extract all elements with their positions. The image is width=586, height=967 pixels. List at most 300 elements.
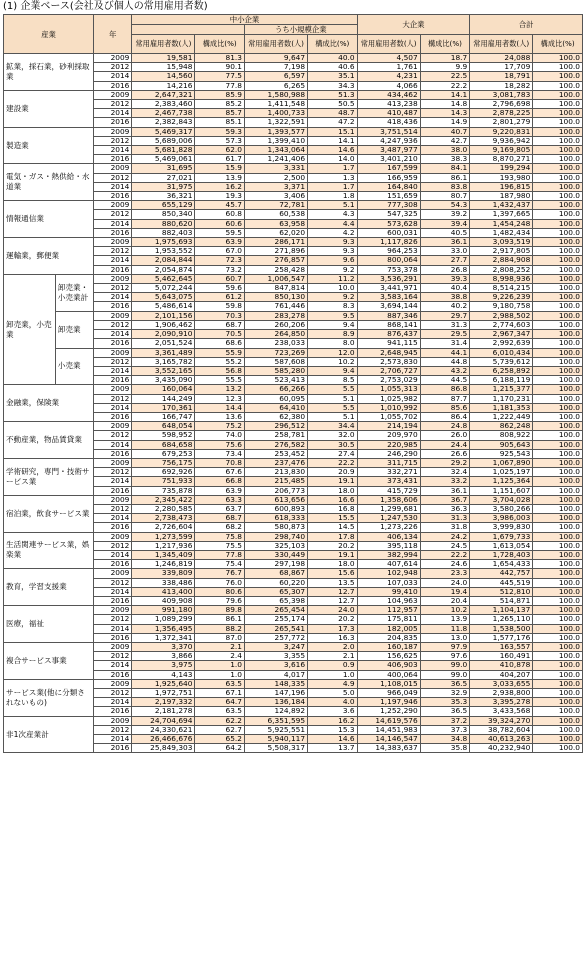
cell-year: 2009 <box>94 495 132 504</box>
cell-value: 14.6 <box>308 735 358 744</box>
cell-value: 67.1 <box>195 689 245 698</box>
cell-value: 1,273,599 <box>132 532 195 541</box>
cell-value: 99.0 <box>420 670 470 679</box>
cell-value: 100.0 <box>533 624 583 633</box>
cell-value: 206,773 <box>245 486 308 495</box>
cell-value: 2,054,874 <box>132 265 195 274</box>
cell-value: 36.1 <box>420 238 470 247</box>
cell-value: 2.1 <box>308 652 358 661</box>
cell-value: 19,581 <box>132 54 195 63</box>
cell-value: 3,487,977 <box>357 146 420 155</box>
cell-value: 4,017 <box>245 670 308 679</box>
cell-value: 1,358,606 <box>357 495 420 504</box>
cell-year: 2016 <box>94 376 132 385</box>
cell-value: 42.7 <box>420 136 470 145</box>
cell-value: 160,187 <box>357 643 420 652</box>
cell-value: 5.1 <box>308 201 358 210</box>
cell-value: 65,307 <box>245 587 308 596</box>
cell-value: 887,346 <box>357 311 420 320</box>
cell-year: 2016 <box>94 228 132 237</box>
cell-value: 404,207 <box>470 670 533 679</box>
cell-value: 62.0 <box>195 146 245 155</box>
cell-value: 124,892 <box>245 707 308 716</box>
cell-value: 409,908 <box>132 596 195 605</box>
cell-value: 1,117,826 <box>357 238 420 247</box>
cell-value: 9,169,805 <box>470 146 533 155</box>
cell-value: 35.1 <box>308 72 358 81</box>
table-header <box>4 15 583 54</box>
cell-value: 100.0 <box>533 146 583 155</box>
cell-value: 20.4 <box>420 596 470 605</box>
cell-value: 1,343,064 <box>245 146 308 155</box>
cell-value: 63.9 <box>195 238 245 247</box>
cell-year: 2016 <box>94 486 132 495</box>
cell-value: 777,308 <box>357 201 420 210</box>
cell-value: 1,400,733 <box>245 109 308 118</box>
industry-label: 複合サービス事業 <box>4 643 94 680</box>
cell-value: 100.0 <box>533 155 583 164</box>
cell-value: 85.2 <box>195 100 245 109</box>
cell-value: 40,232,940 <box>470 744 533 753</box>
cell-value: 15.3 <box>308 725 358 734</box>
cell-value: 1,181,353 <box>470 403 533 412</box>
cell-value: 100.0 <box>533 670 583 679</box>
cell-value: 14,383,637 <box>357 744 420 753</box>
cell-value: 410,487 <box>357 109 420 118</box>
cell-value: 100.0 <box>533 136 583 145</box>
cell-value: 87.7 <box>420 394 470 403</box>
cell-value: 100.0 <box>533 201 583 210</box>
cell-year: 2009 <box>94 238 132 247</box>
cell-value: 24,088 <box>470 54 533 63</box>
header-ratio: 構成比(%) <box>533 35 583 54</box>
cell-value: 3.6 <box>308 707 358 716</box>
header-total: 合計 <box>470 15 583 35</box>
cell-value: 1,411,548 <box>245 100 308 109</box>
cell-value: 100.0 <box>533 210 583 219</box>
cell-value: 55.9 <box>195 348 245 357</box>
cell-value: 196,815 <box>470 182 533 191</box>
cell-value: 2,796,698 <box>470 100 533 109</box>
cell-value: 36.5 <box>420 679 470 688</box>
cell-year: 2012 <box>94 210 132 219</box>
cell-value: 5,072,244 <box>132 284 195 293</box>
cell-value: 30.5 <box>308 440 358 449</box>
cell-value: 2,051,524 <box>132 339 195 348</box>
cell-value: 9,220,831 <box>470 127 533 136</box>
cell-value: 60.6 <box>195 219 245 228</box>
cell-value: 1,654,433 <box>470 560 533 569</box>
cell-value: 14.9 <box>420 118 470 127</box>
cell-value: 1,482,434 <box>470 228 533 237</box>
cell-year: 2012 <box>94 504 132 513</box>
cell-value: 2,808,252 <box>470 265 533 274</box>
cell-year: 2016 <box>94 633 132 642</box>
cell-value: 20.9 <box>308 468 358 477</box>
cell-value: 100.0 <box>533 90 583 99</box>
cell-value: 31.4 <box>420 339 470 348</box>
header-ratio: 構成比(%) <box>308 35 358 54</box>
cell-year: 2016 <box>94 339 132 348</box>
cell-value: 1,246,819 <box>132 560 195 569</box>
cell-value: 80.7 <box>420 192 470 201</box>
cell-value: 1,252,290 <box>357 707 420 716</box>
cell-year: 2014 <box>94 661 132 670</box>
cell-value: 598,952 <box>132 431 195 440</box>
cell-value: 27.4 <box>308 449 358 458</box>
cell-value: 1,397,665 <box>470 210 533 219</box>
cell-value: 76.0 <box>195 578 245 587</box>
cell-value: 339,809 <box>132 569 195 578</box>
cell-value: 100.0 <box>533 118 583 127</box>
cell-value: 3,580,266 <box>470 504 533 513</box>
cell-year: 2009 <box>94 532 132 541</box>
cell-value: 1,170,231 <box>470 394 533 403</box>
cell-value: 26.8 <box>420 265 470 274</box>
cell-value: 13.0 <box>420 633 470 642</box>
cell-value: 24,704,694 <box>132 716 195 725</box>
cell-value: 12.7 <box>308 596 358 605</box>
cell-value: 9.9 <box>420 63 470 72</box>
cell-value: 59.5 <box>195 228 245 237</box>
industry-label: 不動産業，物品賃貸業 <box>4 422 94 459</box>
cell-value: 100.0 <box>533 716 583 725</box>
cell-year: 2012 <box>94 541 132 550</box>
cell-value: 523,413 <box>245 376 308 385</box>
cell-value: 90.1 <box>195 63 245 72</box>
cell-value: 85.9 <box>195 90 245 99</box>
cell-year: 2016 <box>94 155 132 164</box>
cell-value: 1,247,530 <box>357 514 420 523</box>
cell-value: 60.8 <box>195 210 245 219</box>
cell-value: 2,197,332 <box>132 698 195 707</box>
cell-value: 573,628 <box>357 219 420 228</box>
header-industry: 産業 <box>4 15 94 54</box>
cell-value: 77.8 <box>195 550 245 559</box>
cell-value: 868,141 <box>357 320 420 329</box>
table-row <box>4 643 583 652</box>
cell-year: 2014 <box>94 587 132 596</box>
cell-value: 925,543 <box>470 449 533 458</box>
cell-value: 100.0 <box>533 661 583 670</box>
cell-value: 434,462 <box>357 90 420 99</box>
cell-value: 2,774,603 <box>470 320 533 329</box>
cell-value: 15.9 <box>195 164 245 173</box>
cell-value: 1,217,936 <box>132 541 195 550</box>
cell-value: 257,772 <box>245 633 308 642</box>
cell-year: 2012 <box>94 615 132 624</box>
cell-value: 9.3 <box>308 238 358 247</box>
cell-value: 75.4 <box>195 560 245 569</box>
cell-value: 220,985 <box>357 440 420 449</box>
cell-value: 87.0 <box>195 633 245 642</box>
cell-value: 100.0 <box>533 376 583 385</box>
cell-value: 880,620 <box>132 219 195 228</box>
table-caption: (1) 企業ベース(会社及び個人の常用雇用者数) <box>3 1 208 12</box>
cell-value: 10.0 <box>308 284 358 293</box>
cell-value: 100.0 <box>533 164 583 173</box>
cell-value: 410,878 <box>470 661 533 670</box>
cell-value: 761,446 <box>245 302 308 311</box>
cell-value: 9.2 <box>308 265 358 274</box>
cell-year: 2014 <box>94 477 132 486</box>
cell-value: 26.0 <box>420 431 470 440</box>
cell-value: 3,247 <box>245 643 308 652</box>
cell-year: 2016 <box>94 449 132 458</box>
cell-year: 2014 <box>94 293 132 302</box>
cell-value: 2,101,156 <box>132 311 195 320</box>
cell-value: 33.2 <box>420 477 470 486</box>
cell-value: 276,582 <box>245 440 308 449</box>
cell-value: 166,747 <box>132 412 195 421</box>
cell-value: 31.3 <box>420 320 470 329</box>
cell-value: 80.6 <box>195 587 245 596</box>
cell-value: 297,198 <box>245 560 308 569</box>
cell-value: 2.1 <box>195 643 245 652</box>
cell-value: 1,067,890 <box>470 458 533 467</box>
cell-value: 40.0 <box>308 54 358 63</box>
cell-value: 9,226,239 <box>470 293 533 302</box>
cell-value: 882,403 <box>132 228 195 237</box>
cell-value: 35.3 <box>420 698 470 707</box>
cell-value: 32.0 <box>308 431 358 440</box>
cell-year: 2009 <box>94 716 132 725</box>
cell-value: 16.8 <box>308 504 358 513</box>
cell-value: 100.0 <box>533 725 583 734</box>
cell-year: 2016 <box>94 744 132 753</box>
cell-value: 156,625 <box>357 652 420 661</box>
cell-value: 18.0 <box>308 486 358 495</box>
cell-value: 9,936,942 <box>470 136 533 145</box>
cell-value: 2,738,473 <box>132 514 195 523</box>
table-row <box>4 532 583 541</box>
cell-value: 65.2 <box>195 735 245 744</box>
cell-value: 14,216 <box>132 81 195 90</box>
cell-value: 3,355 <box>245 652 308 661</box>
cell-value: 39.4 <box>420 219 470 228</box>
cell-value: 1,613,054 <box>470 541 533 550</box>
header-large: 大企業 <box>357 15 470 35</box>
cell-value: 20.2 <box>308 541 358 550</box>
cell-value: 1,454,248 <box>470 219 533 228</box>
cell-value: 1,265,110 <box>470 615 533 624</box>
cell-value: 100.0 <box>533 63 583 72</box>
cell-value: 3,093,519 <box>470 238 533 247</box>
cell-value: 37.3 <box>420 725 470 734</box>
cell-value: 332,271 <box>357 468 420 477</box>
cell-value: 15.5 <box>308 514 358 523</box>
cell-value: 63.3 <box>195 495 245 504</box>
cell-value: 413,238 <box>357 100 420 109</box>
cell-value: 64.7 <box>195 698 245 707</box>
cell-value: 5,469,317 <box>132 127 195 136</box>
subindustry-label: 小売業 <box>55 348 93 385</box>
cell-year: 2012 <box>94 320 132 329</box>
cell-value: 13.2 <box>195 385 245 394</box>
cell-value: 12.3 <box>195 394 245 403</box>
cell-value: 100.0 <box>533 449 583 458</box>
cell-value: 54.3 <box>420 201 470 210</box>
cell-value: 966,049 <box>357 689 420 698</box>
cell-year: 2012 <box>94 136 132 145</box>
cell-year: 2016 <box>94 192 132 201</box>
table-row <box>4 422 583 431</box>
cell-value: 964,253 <box>357 247 420 256</box>
cell-value: 75.6 <box>195 440 245 449</box>
cell-value: 18.7 <box>420 54 470 63</box>
cell-year: 2009 <box>94 274 132 283</box>
cell-value: 166,959 <box>357 173 420 182</box>
cell-value: 37.2 <box>420 716 470 725</box>
cell-value: 1,299,681 <box>357 504 420 513</box>
cell-value: 19.4 <box>420 587 470 596</box>
cell-value: 11.2 <box>308 274 358 283</box>
cell-value: 55.5 <box>195 376 245 385</box>
cell-value: 3,975 <box>132 661 195 670</box>
cell-value: 100.0 <box>533 339 583 348</box>
cell-value: 14,451,983 <box>357 725 420 734</box>
cell-value: 6,265 <box>245 81 308 90</box>
cell-year: 2009 <box>94 679 132 688</box>
cell-value: 51.3 <box>308 90 358 99</box>
cell-value: 13.5 <box>308 578 358 587</box>
cell-value: 1,393,577 <box>245 127 308 136</box>
cell-value: 48.7 <box>308 109 358 118</box>
cell-value: 14.0 <box>308 155 358 164</box>
cell-value: 77.8 <box>195 81 245 90</box>
cell-value: 283,278 <box>245 311 308 320</box>
cell-value: 39.3 <box>420 274 470 283</box>
cell-value: 2,181,278 <box>132 707 195 716</box>
cell-value: 3,616 <box>245 661 308 670</box>
industry-label: サービス業(他に分類されないもの) <box>4 679 94 716</box>
cell-value: 1.7 <box>308 182 358 191</box>
cell-year: 2009 <box>94 311 132 320</box>
cell-value: 60,220 <box>245 578 308 587</box>
cell-value: 5,940,117 <box>245 735 308 744</box>
cell-value: 151,659 <box>357 192 420 201</box>
industry-label: 運輸業，郵便業 <box>4 238 94 275</box>
cell-value: 100.0 <box>533 192 583 201</box>
industry-label: 教育，学習支援業 <box>4 569 94 606</box>
cell-value: 24.2 <box>420 532 470 541</box>
table-row <box>4 274 583 283</box>
cell-value: 214,194 <box>357 422 420 431</box>
cell-year: 2016 <box>94 302 132 311</box>
cell-value: 3,694,144 <box>357 302 420 311</box>
cell-value: 1.7 <box>308 164 358 173</box>
cell-value: 8.5 <box>308 376 358 385</box>
industry-label: 電気・ガス・熱供給・水道業 <box>4 164 94 201</box>
cell-year: 2012 <box>94 689 132 698</box>
cell-value: 3,866 <box>132 652 195 661</box>
cell-value: 5,462,645 <box>132 274 195 283</box>
cell-value: 4,231 <box>357 72 420 81</box>
cell-value: 84.1 <box>420 164 470 173</box>
header-sme: 中小企業 <box>132 15 357 25</box>
cell-value: 104,963 <box>357 596 420 605</box>
cell-value: 5,508,317 <box>245 744 308 753</box>
table-row <box>4 164 583 173</box>
table-row <box>4 201 583 210</box>
cell-value: 756,175 <box>132 458 195 467</box>
cell-value: 18,791 <box>470 72 533 81</box>
cell-value: 3,370 <box>132 643 195 652</box>
cell-value: 1,728,403 <box>470 550 533 559</box>
cell-value: 100.0 <box>533 679 583 688</box>
cell-value: 1,215,377 <box>470 385 533 394</box>
cell-value: 11.8 <box>420 624 470 633</box>
cell-value: 4.2 <box>308 228 358 237</box>
cell-value: 9,180,758 <box>470 302 533 311</box>
header-emp: 常用雇用者数(人) <box>132 35 195 54</box>
cell-value: 648,054 <box>132 422 195 431</box>
cell-value: 100.0 <box>533 293 583 302</box>
cell-value: 23.3 <box>420 569 470 578</box>
cell-value: 14.8 <box>420 100 470 109</box>
cell-value: 407,614 <box>357 560 420 569</box>
cell-value: 9.6 <box>308 256 358 265</box>
cell-value: 160,064 <box>132 385 195 394</box>
cell-value: 406,134 <box>357 532 420 541</box>
industry-label: 情報通信業 <box>4 201 94 238</box>
cell-value: 100.0 <box>533 468 583 477</box>
cell-year: 2014 <box>94 514 132 523</box>
cell-value: 255,174 <box>245 615 308 624</box>
cell-value: 100.0 <box>533 569 583 578</box>
cell-value: 187,980 <box>470 192 533 201</box>
table-row <box>4 127 583 136</box>
cell-value: 5.5 <box>308 385 358 394</box>
cell-value: 2,345,422 <box>132 495 195 504</box>
table-row <box>4 495 583 504</box>
header-ratio: 構成比(%) <box>420 35 470 54</box>
cell-value: 100.0 <box>533 744 583 753</box>
cell-value: 100.0 <box>533 504 583 513</box>
cell-value: 2,878,225 <box>470 109 533 118</box>
cell-value: 400,064 <box>357 670 420 679</box>
cell-value: 3,361,489 <box>132 348 195 357</box>
cell-value: 751,933 <box>132 477 195 486</box>
cell-value: 18.0 <box>308 560 358 569</box>
cell-value: 32.4 <box>420 468 470 477</box>
cell-year: 2009 <box>94 90 132 99</box>
cell-value: 8,870,271 <box>470 155 533 164</box>
cell-year: 2016 <box>94 596 132 605</box>
cell-value: 2,084,844 <box>132 256 195 265</box>
cell-value: 4,507 <box>357 54 420 63</box>
cell-value: 167,599 <box>357 164 420 173</box>
cell-value: 65,398 <box>245 596 308 605</box>
cell-value: 2,382,843 <box>132 118 195 127</box>
cell-value: 40.7 <box>420 127 470 136</box>
cell-year: 2014 <box>94 146 132 155</box>
cell-value: 86.1 <box>195 615 245 624</box>
cell-value: 2.0 <box>308 643 358 652</box>
industry-label: 学術研究，専門・技術サービス業 <box>4 458 94 495</box>
cell-value: 3,033,655 <box>470 679 533 688</box>
cell-value: 100.0 <box>533 109 583 118</box>
cell-value: 22.2 <box>420 81 470 90</box>
cell-value: 9,647 <box>245 54 308 63</box>
cell-value: 61.2 <box>195 293 245 302</box>
cell-value: 31,975 <box>132 182 195 191</box>
cell-value: 193,980 <box>470 173 533 182</box>
cell-value: 8.3 <box>308 302 358 311</box>
cell-value: 22.2 <box>420 550 470 559</box>
cell-value: 62.7 <box>195 725 245 734</box>
cell-value: 107,033 <box>357 578 420 587</box>
